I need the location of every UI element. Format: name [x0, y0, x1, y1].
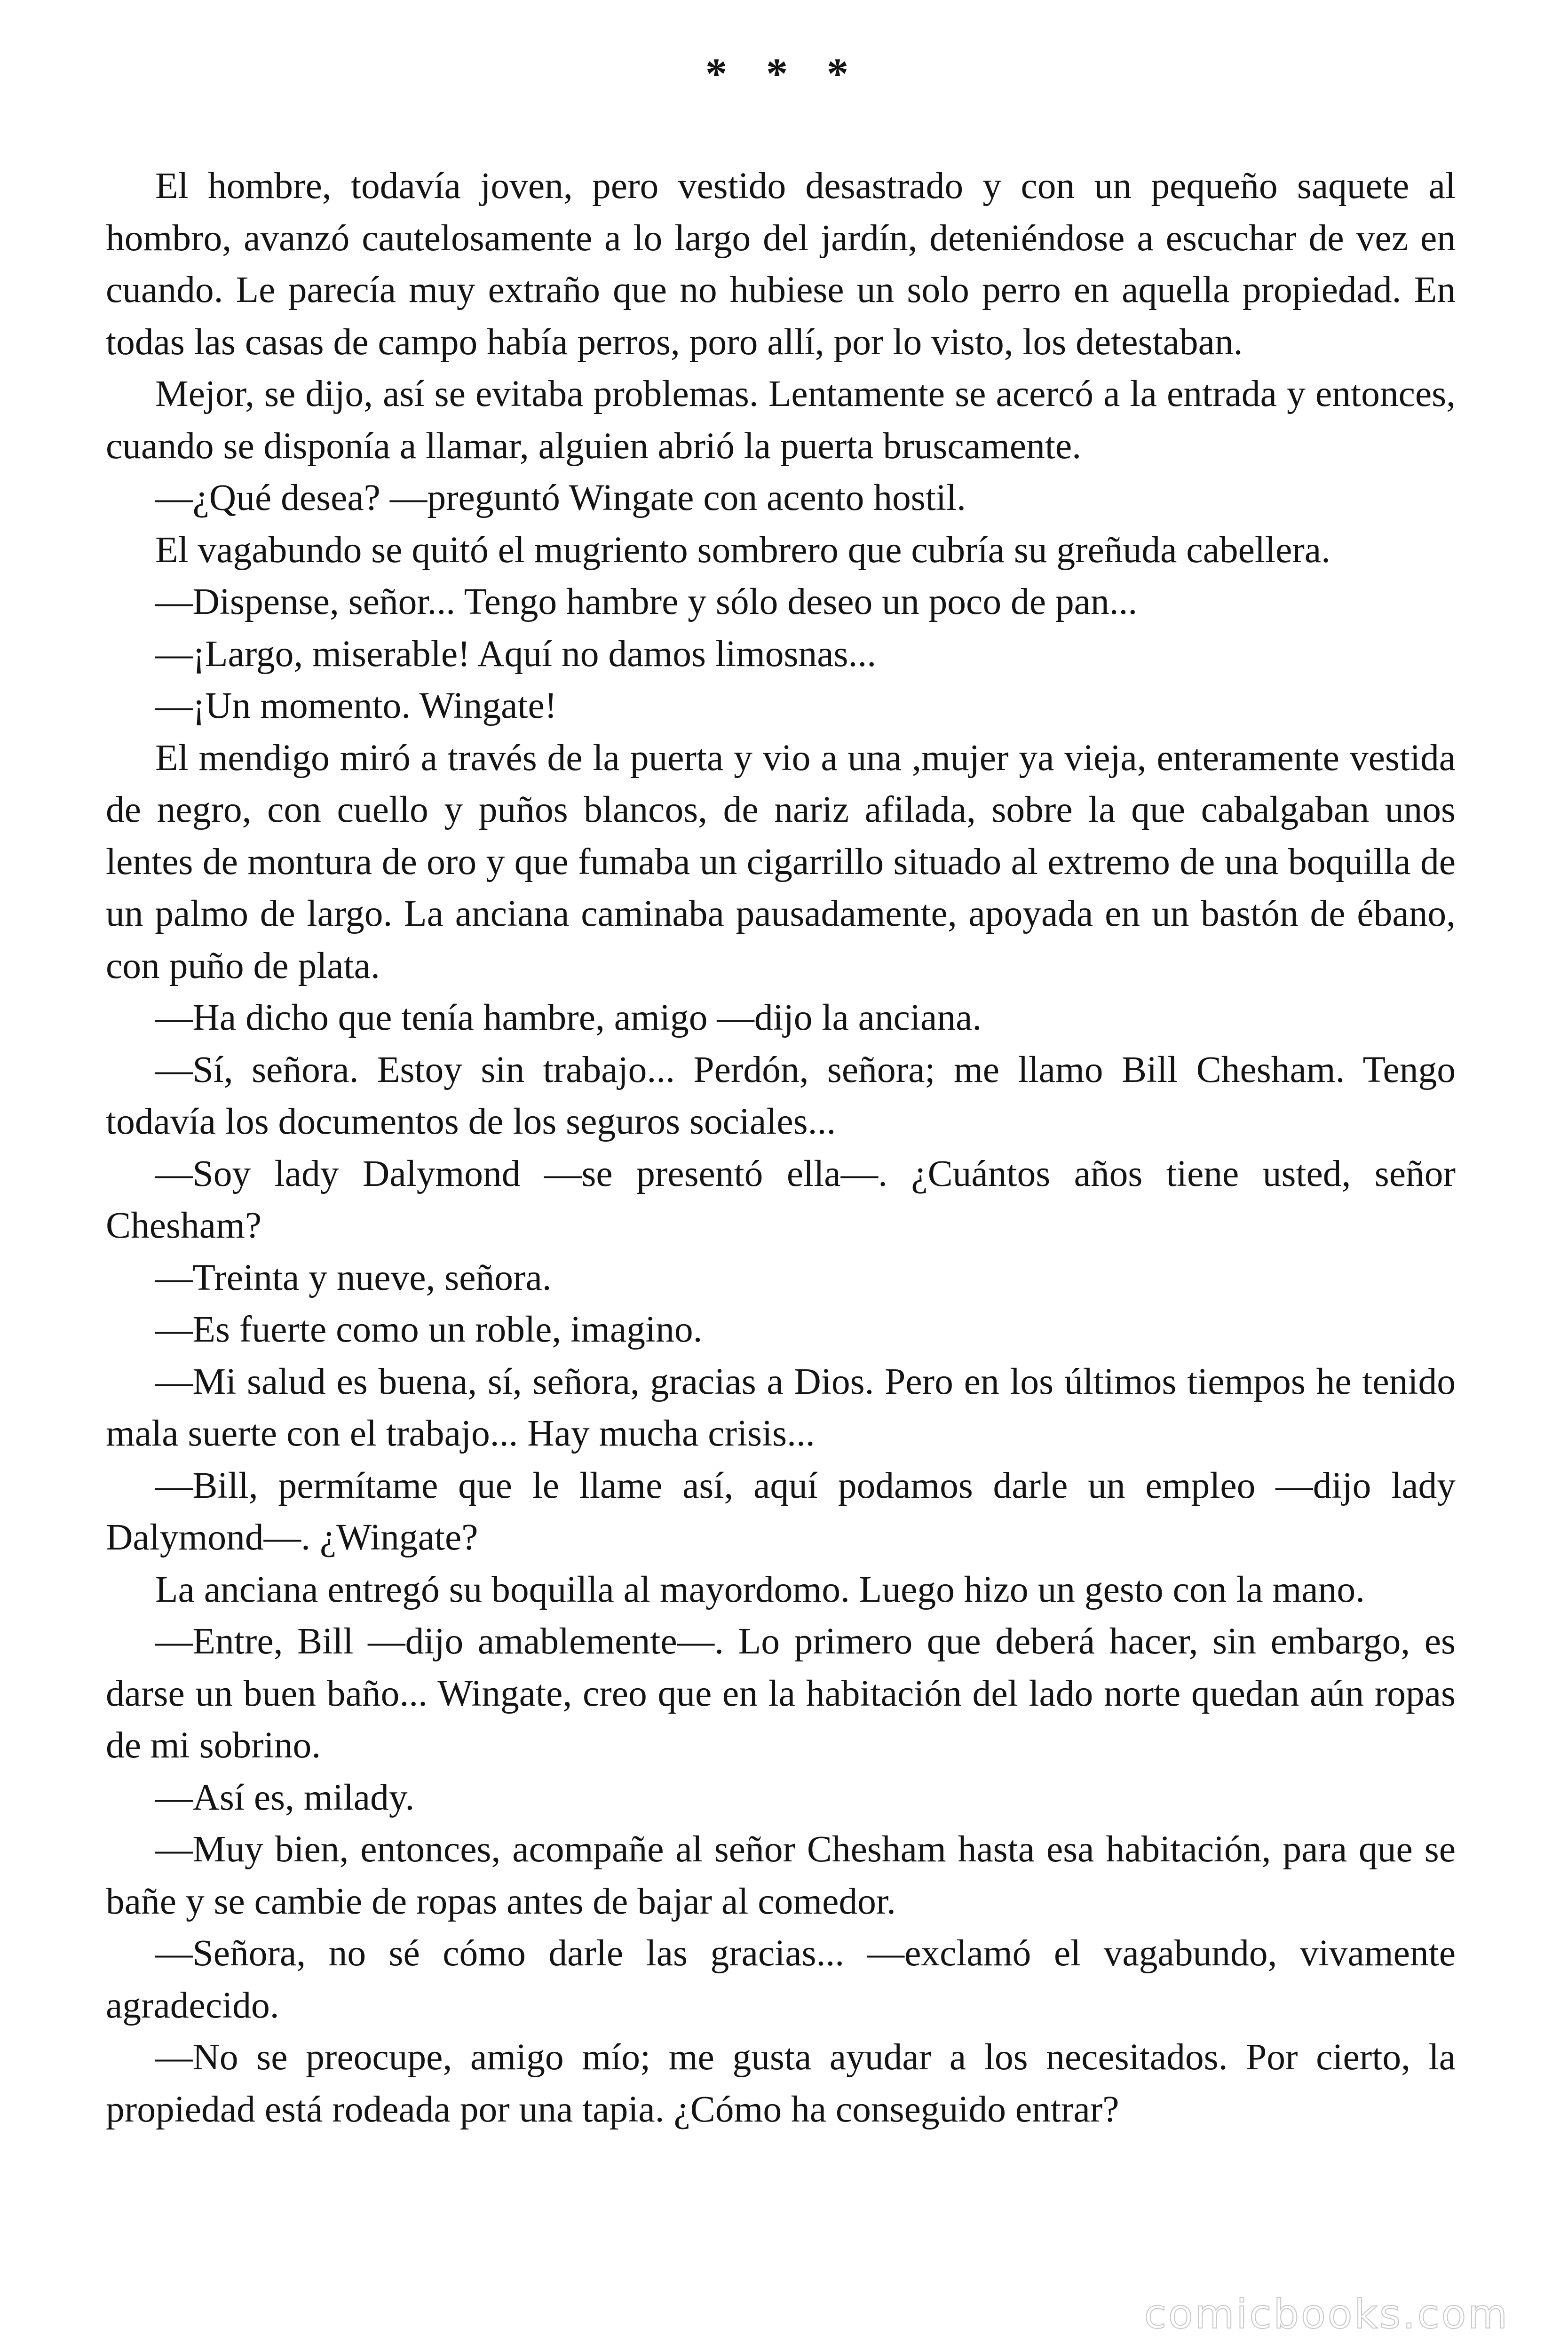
paragraph: —Señora, no sé cómo darle las gracias... —exclamó el vagabundo, vivamente agradecido.	[106, 1932, 1456, 2026]
paragraph: —Treinta y nueve, señora.	[155, 1256, 552, 1298]
paragraph: El mendigo miró a través de la puerta y vio a una ,mujer ya vieja, enteramente vestida de negro, con cuello y puños blancos, de nariz afilada, sobre la que cabalgaban unos lentes de montura de oro y que fumaba un cigarrillo situado al extremo de una boquilla de un palmo de largo. La anciana caminaba pausadamente, apoyada en un bastón de ébano, con puño de plata.	[106, 737, 1456, 986]
paragraph: —Ha dicho que tenía hambre, amigo —dijo la anciana.	[155, 997, 982, 1038]
paragraph: El hombre, todavía joven, pero vestido desastrado y con un pequeño saquete al hombro, avanzó cautelosamente a lo largo del jardín, deteniéndose a escuchar de vez en cuando. Le parecía muy extraño que no hubiese un solo perro en aquella propiedad. En todas las casas de campo había perros, poro allí, por lo visto, los detestaban.	[106, 165, 1456, 363]
section-separator: * * *	[705, 49, 863, 97]
paragraph: —No se preocupe, amigo mío; me gusta ayudar a los necesitados. Por cierto, la propiedad está rodeada por una tapia. ¿Cómo ha conseguido entrar?	[106, 2036, 1456, 2130]
watermark: comicbooks.com	[1144, 2291, 1509, 2338]
paragraph: Mejor, se dijo, así se evitaba problemas. Lentamente se acercó a la entrada y entonces, cuando se disponía a llamar, alguien abrió la puerta bruscamente.	[106, 373, 1456, 467]
paragraph: El vagabundo se quitó el mugriento sombrero que cubría su greñuda cabellera.	[155, 529, 1331, 571]
paragraph: —Dispense, señor... Tengo hambre y sólo deseo un poco de pan...	[155, 581, 1138, 622]
paragraph: —¡Un momento. Wingate!	[155, 685, 557, 726]
paragraph: —Entre, Bill —dijo amablemente—. Lo primero que deberá hacer, sin embargo, es darse un buen baño... Wingate, creo que en la habitación del lado norte quedan aún ropas de mi sobrino.	[106, 1621, 1456, 1766]
paragraph: —Bill, permítame que le llame así, aquí podamos darle un empleo —dijo lady Dalymond—. ¿Wingate?	[106, 1464, 1456, 1558]
paragraph: —Muy bien, entonces, acompañe al señor Chesham hasta esa habitación, para que se bañe y se cambie de ropas antes de bajar al comedor.	[106, 1828, 1456, 1922]
paragraph: La anciana entregó su boquilla al mayordomo. Luego hizo un gesto con la mano.	[155, 1568, 1365, 1610]
paragraph: —Sí, señora. Estoy sin trabajo... Perdón, señora; me llamo Bill Chesham. Tengo todavía los documentos de los seguros sociales...	[106, 1049, 1456, 1142]
paragraph: —¡Largo, miserable! Aquí no damos limosnas...	[155, 633, 877, 675]
body-text	[106, 160, 1456, 2135]
paragraph: —¿Qué desea? —preguntó Wingate con acento hostil.	[155, 477, 966, 518]
paragraph: —Es fuerte como un roble, imagino.	[155, 1309, 703, 1350]
paragraph: —Así es, milady.	[155, 1776, 415, 1818]
paragraph: —Mi salud es buena, sí, señora, gracias a Dios. Pero en los últimos tiempos he tenido mala suerte con el trabajo... Hay mucha crisis...	[106, 1360, 1456, 1454]
paragraph: —Soy lady Dalymond —se presentó ella—. ¿Cuántos años tiene usted, señor Chesham?	[106, 1152, 1456, 1246]
